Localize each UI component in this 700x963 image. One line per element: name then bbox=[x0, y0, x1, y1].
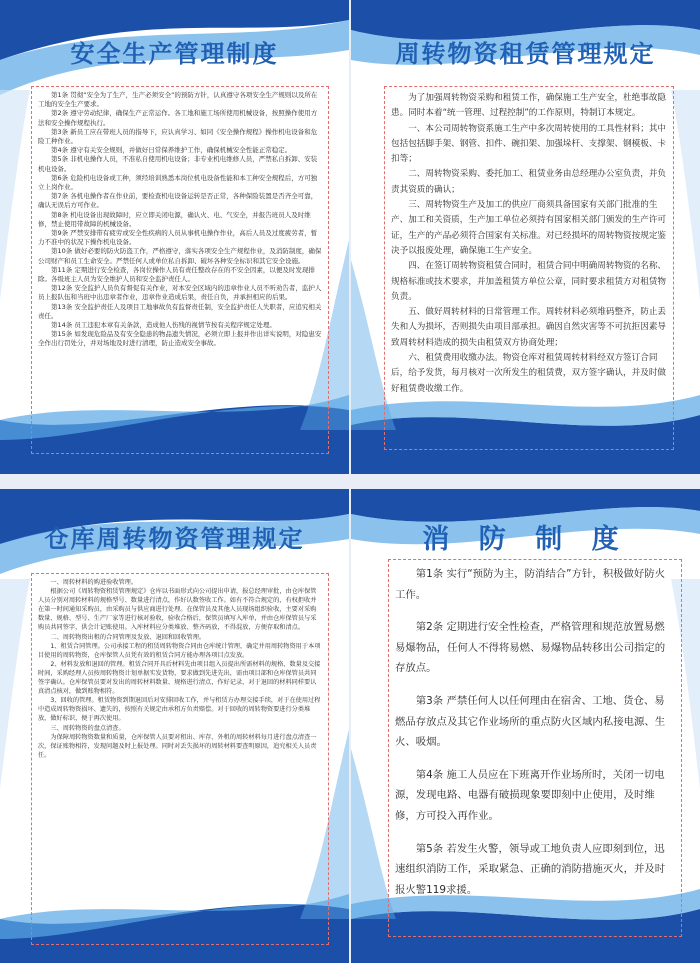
rule-paragraph: 第4条 施工人员应在下班离开作业场所时，关闭一切电源，发现电路、电器有破损现象要即刻中止使用，及时维修，方可投入再作业。 bbox=[395, 768, 665, 822]
rule-paragraph: 第12条 安全监护人员负有督促有关作业，对本安全区域内的违章作业人员不听劝告者，监护人员上报队伍和当班中出违章者作业，违章作业造成后果，责任自负，并承担相应的后果。 bbox=[38, 284, 322, 302]
panel-title: 消 防 制 度 bbox=[422, 524, 629, 555]
rule-paragraph: 第11条 定期进行安全检查，各岗位操作人员有责任整改存在的不安全因素，以便及时发现排除。各级班主人员为安全维护人员和安全监护责任人。 bbox=[38, 265, 315, 284]
panel-warehouse-management bbox=[0, 489, 349, 963]
panel-fire-safety bbox=[351, 489, 700, 963]
rule-paragraph: 第6条 危险机电设备或工种，须经培训熟悉本岗位机电设备性能和本工种安全规程后，方可独立上岗作业。 bbox=[38, 173, 318, 192]
rules-text-box bbox=[31, 573, 329, 945]
rule-paragraph: 根据公司《周转物资租赁管理规定》仓库以书面形式向公司提出申请，报总经理审批，由仓库保管人员分别对周转材料的规格型号、数量进行清点，作好认数签收工作。如有不符合规定的，有权拒收并在第一时间通知采购员，由采购员与供应商进行处理。在保管员及其他人员现场组织验收，主要对采购数量、规格、型号、生产厂家等进行核对验收，验收合格后，保管员填写入库单，并由仓库保管员与采购员共同签字，供会计记账使用。入库材料应分类堆放、整齐码放，不得混放，方便存取和清点。 bbox=[38, 588, 317, 632]
panel-rental-management bbox=[351, 0, 700, 474]
rule-paragraph: 第4条 遵守有关安全规则，并做好日常保养维护工作，确保机械安全性能正常稳定。 bbox=[51, 146, 292, 155]
rule-paragraph: 三、周转物资生产及加工的供应厂商须具备国家有关部门批准的生产、加工和关资质，生产加工单位必须持有国家相关部门颁发的生产许可证，生产的产品必须符合国家有关标准。对已经损坏的周转物资按规定鉴决予以报废处理，确保施工生产安全。 bbox=[391, 200, 667, 256]
rule-paragraph: 第5条 若发生火警，领导或工地负责人应即刻到位，迅速组织消防工作，采取紧急、正确的消防措施灭火，并及时报火警119求援。 bbox=[395, 842, 666, 896]
rule-paragraph: 一、本公司周转物资系施工生产中多次周转使用的工具性材料；其中包括包括脚手架、钢管、扣件、碗扣架、加强垛杆、支撑架、钢模板、卡扣等； bbox=[391, 123, 667, 165]
rule-paragraph: 第3条 新员工应在带班人员的指导下，应认真学习、如同《安全操作规程》操作机电设备和危险工种作业。 bbox=[38, 127, 318, 146]
rule-paragraph: 第7条 各机电操作者在作业前，要检查机电设备运转是否正常，各种保险装置是否齐全可靠，确认无误后方可作业。 bbox=[38, 192, 318, 210]
rules-text-box bbox=[384, 86, 674, 450]
rule-paragraph: 2、材料发放和退回的管理。租赁合同开具后材料先由项目组入员提出所需材料的规格、数量及交接时间，采购经理人员按周转物资计划单据实发货物，要求做到先进先出，需由项目部和仓库保管员共同签字确认。仓库保管员要对发出的周转材料数量、规格进行清点，作好记录，对于退回的材料同样要认真清点核对，做到账物相符。 bbox=[38, 660, 321, 696]
rule-paragraph: 第2条 定期进行安全性检查，严格管理和规范放置易燃易爆物品，任何人不得将易燃、易爆物品转移出公司指定的存放点。 bbox=[395, 621, 666, 675]
rule-paragraph: 第1条 贯彻“安全为了生产，生产必须安全”的预防方针，认真遵守各项安全生产规则以及所在工地的安全生产要求。 bbox=[38, 91, 318, 109]
rule-paragraph: 五、做好周转材料的日常管理工作。周转材料必须堆码整齐，防止丢失和人为损坏，否则损失由项目部承担。确因自然灾害等不可抗拒因素导致周转材料造成的损失由租赁双方协商处理； bbox=[391, 307, 667, 348]
rule-paragraph: 一、周转材料的购进验收管理。 bbox=[50, 579, 138, 586]
rule-paragraph: 3、回收的管理。租赁物资到期退回后对安排回收工作，并与租赁方办理交接手续，对于在使用过程中造成周转物资损坏、遗失的，按照有关规定由承租方负责赔偿。对于回收的周转物资要进行分类堆放，做好标识，便于再次使用。 bbox=[38, 697, 321, 723]
rule-paragraph: 第3条 严禁任何人以任何理由在宿舍、工地、货仓、易燃品存放点及其它作业场所的重点防火区域内私接电源、生火、吸烟。 bbox=[395, 694, 666, 749]
rule-paragraph: 第2条 遵守劳动纪律，确保生产正常运作。各工地和施工场所使用机械设备，按照操作使用方法和安全操作规程执行。 bbox=[38, 109, 318, 127]
rule-paragraph: 四、在签订周转物资租赁合同时，租赁合同中明确周转物资的名称、规格标准或技术要求，并加盖租赁方单位公章，同时要求租赁方对租赁物负责。 bbox=[391, 261, 667, 302]
rule-paragraph: 第9条 严禁安排带有疲劳或安全性疾病的人员从事机电操作作业，高后人员及过度疲劳者，暂力不准中的状况下操作机电设备。 bbox=[38, 229, 318, 247]
rule-paragraph: 1、租赁合同管理。公司承接工程的租赁周转物资合同由仓库统计管理，确定并用周转物资用于本项目使用的周转物资，仓库保管人员凭有效的租赁合同方能办理各项目点发放。 bbox=[38, 642, 321, 659]
rules-text-box bbox=[388, 559, 682, 937]
panel-safety-production bbox=[0, 0, 349, 474]
rule-paragraph: 三、周转物资的盘点清查。 bbox=[50, 724, 125, 732]
panel-title: 周转物资租赁管理规定 bbox=[395, 40, 656, 68]
rule-paragraph: 第14条 员工违犯本章有关条款，造成他人伤残的视情节按有关程序规定处理。 bbox=[51, 321, 276, 330]
rule-paragraph: 第15条 如发现危险品及有安全隐患的物品遗失情况，必须立即上报并作出详实说明，对隐患安全作出行罚处分，并对场地及时进行清理，防止造成安全事故。 bbox=[38, 330, 322, 348]
panel-title: 安全生产管理制度 bbox=[70, 40, 279, 68]
panel-title: 仓库周转物资管理规定 bbox=[44, 525, 305, 553]
rule-paragraph: 第8条 机电设备出现故障时，应立即关闭电源，确认火、电、气安全，并报告班员人及时维修，禁止使用带故障的机械设备。 bbox=[38, 210, 311, 228]
rule-paragraph: 第5条 非机电操作人员，不准私自使用机电设备；非专业机电维修人员，严禁私自拆卸、安装机电设备。 bbox=[38, 155, 318, 173]
rule-paragraph: 第1条 实行“预防为主，防消结合”方针，积极做好防火工作。 bbox=[395, 568, 666, 601]
rule-paragraph: 第10条 做好必要的防火防盗工作，严格遵守，落实各项安全生产规程作业，及消防制度，确保公司财产和员工生命安全。严禁任何人或单位私自拆卸、破坏各种安全标识和其它安全设施。 bbox=[38, 247, 322, 265]
rules-text-box bbox=[31, 86, 329, 454]
rule-paragraph: 第13条 安全监护责任人及项目工地事故负有监督责任制，安全监护责任人失职者，应追究相关责任。 bbox=[38, 302, 322, 320]
rule-paragraph: 二、周转物资采购、委托加工、租赁业务由总经理办公室负责，并负责其资质的确认； bbox=[391, 169, 667, 195]
rule-paragraph: 二、周转物资出租的合同管理及发放、退回和回收管理。 bbox=[50, 633, 206, 641]
rule-paragraph: 为了加强周转物资采购和租赁工作，确保施工生产安全，杜绝事故隐患。同时本着“统一管理、过程控制”的工作原则，特制订本规定。 bbox=[391, 93, 667, 119]
rule-paragraph: 为保障周转物资数量和质量，仓库保管人员要对租出、库存、外租的周转材料每月进行盘点清查一次，保证账物相符，发现问题及时上报处理。同时对丢失损坏的周转材料要查明原因，追究相关人员责任。 bbox=[38, 733, 317, 759]
rule-paragraph: 六、租赁费用收缴办法。物资仓库对租赁周转材料经双方签订合同后，给予发货，每月核对一次所发生的租赁费，双方签字确认，并及时做好租赁费收缴工作。 bbox=[391, 353, 667, 394]
